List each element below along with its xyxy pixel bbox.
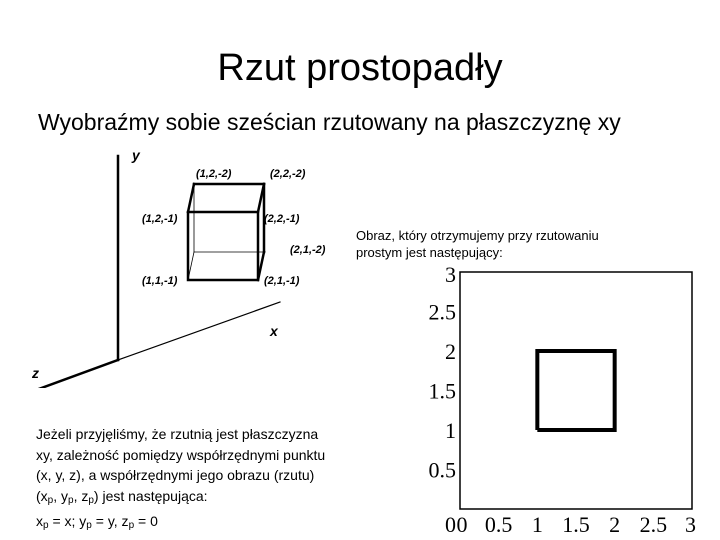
- y-tick-label: 1.5: [428, 378, 456, 404]
- y-tick-label: 3: [445, 262, 456, 287]
- x-tick-label: 1: [531, 512, 543, 535]
- caption-line: Obraz, który otrzymujemy przy rzutowaniu: [356, 228, 599, 243]
- vertex-label: (2,1,-2): [290, 244, 326, 256]
- x-tick-label: 3: [685, 512, 696, 535]
- projection-chart: [420, 255, 705, 535]
- x-tick-label: 0: [456, 512, 468, 535]
- z-axis-line: [36, 360, 118, 388]
- projection-text-line: (x, y, z), a współrzędnymi jego obrazu (rzutu): [36, 467, 315, 483]
- y-axis-label: y: [132, 147, 140, 163]
- slide-subtitle: Wyobraźmy sobie sześcian rzutowany na płaszczyznę xy: [38, 109, 621, 135]
- cube-diagram: [28, 138, 358, 388]
- slide-title: Rzut prostopadły: [217, 47, 503, 89]
- y-tick-label: 2: [445, 339, 456, 364]
- x-tick-label: 0.5: [484, 512, 513, 535]
- y-tick-label: 1: [445, 418, 456, 443]
- vertex-label: (2,2,-1): [264, 213, 300, 225]
- vertex-label: (1,2,-1): [142, 213, 178, 225]
- plot-frame: [460, 272, 692, 509]
- cube-hidden-edges: [188, 184, 264, 280]
- vertex-label: (2,2,-2): [270, 168, 306, 180]
- y-tick-label: 0.5: [428, 457, 456, 483]
- projection-text-line: xy, zależność pomiędzy współrzędnymi punktu: [36, 446, 326, 463]
- projected-square-line: [537, 351, 614, 430]
- vertex-label: (1,2,-2): [196, 168, 232, 180]
- cube-back-edges: [194, 184, 264, 252]
- x-tick-label: 1.5: [562, 512, 590, 535]
- vertex-label: (2,1,-1): [264, 275, 300, 287]
- z-axis-label: z: [32, 365, 39, 381]
- projection-equation: $x_p = x$; $y_p = y$, $z_p = 0$: [36, 513, 158, 531]
- x-axis-label: x: [270, 323, 278, 339]
- x-axis-line: [118, 302, 280, 360]
- projection-text: [36, 424, 396, 537]
- vertex-label: (1,1,-1): [142, 275, 178, 287]
- cube-front-face: [188, 212, 258, 280]
- projection-text-line: Jeżeli przyjęliśmy, że rzutnią jest płaszczyzna: [36, 426, 319, 442]
- cube-depth-edges: [188, 184, 264, 280]
- x-tick-label: 2: [609, 512, 621, 535]
- caption-line: prostym jest następujący:: [356, 245, 503, 260]
- projection-text-line: ($x_p$, $y_p$, $z_p$) jest następująca:: [36, 487, 208, 506]
- y-tick-label: 0: [445, 512, 456, 535]
- y-tick-label: 2.5: [428, 299, 456, 325]
- x-tick-label: 2.5: [639, 512, 668, 535]
